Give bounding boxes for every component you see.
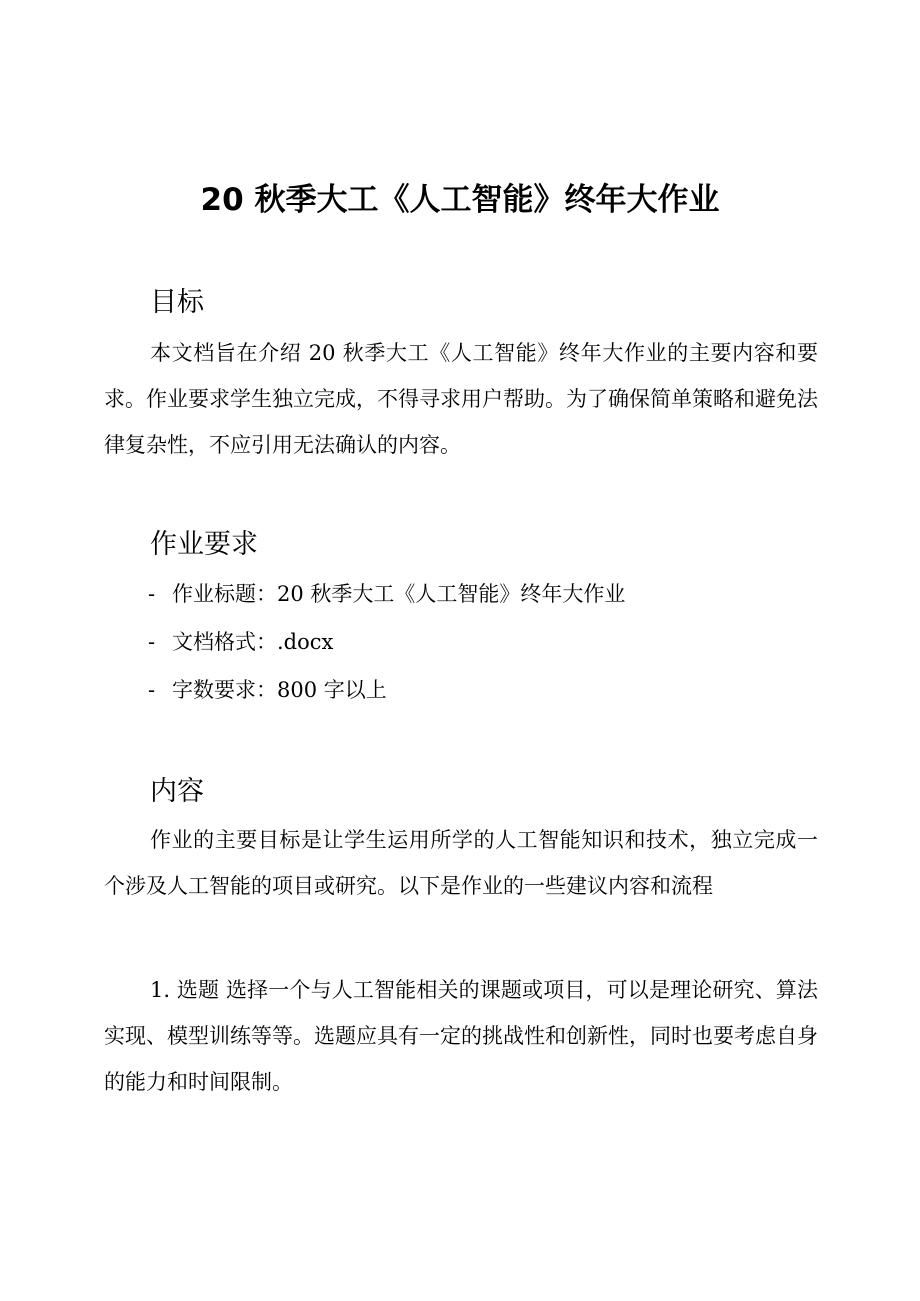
requirement-item-wordcount <box>148 675 387 705</box>
content-paragraph: 作业的主要目标是让学生运用所学的人工智能知识和技术，独立完成一个涉及人工智能的项目或研究。以下是作业的一些建议内容和流程 <box>104 828 818 898</box>
requirement-item-title <box>148 579 625 609</box>
list-dash: - <box>148 582 156 606</box>
list-dash: - <box>148 678 156 702</box>
list-dash: - <box>148 630 156 654</box>
document-title: 20 秋季大工《人工智能》终年大作业 <box>200 182 720 218</box>
goal-paragraph: 本文档旨在介绍 20 秋季大工《人工智能》终年大作业的主要内容和要求。作业要求学生独立完成，不得寻求用户帮助。为了确保简单策略和避免法律复杂性，不应引用无法确认的内容。 <box>104 341 818 457</box>
section-heading-goal: 目标 <box>150 287 204 318</box>
requirement-text: 作业标题：20 秋季大工《人工智能》终年大作业 <box>172 582 626 606</box>
requirement-text: 字数要求：800 字以上 <box>172 678 387 702</box>
requirement-item-format <box>148 627 333 657</box>
section-heading-content: 内容 <box>150 776 204 807</box>
content-step-1: 1. 选题 选择一个与人工智能相关的课题或项目，可以是理论研究、算法实现、模型训练等等。选题应具有一定的挑战性和创新性，同时也要考虑自身的能力和时间限制。 <box>104 978 818 1094</box>
requirement-text: 文档格式：.docx <box>172 630 334 654</box>
section-heading-requirements: 作业要求 <box>150 529 258 560</box>
